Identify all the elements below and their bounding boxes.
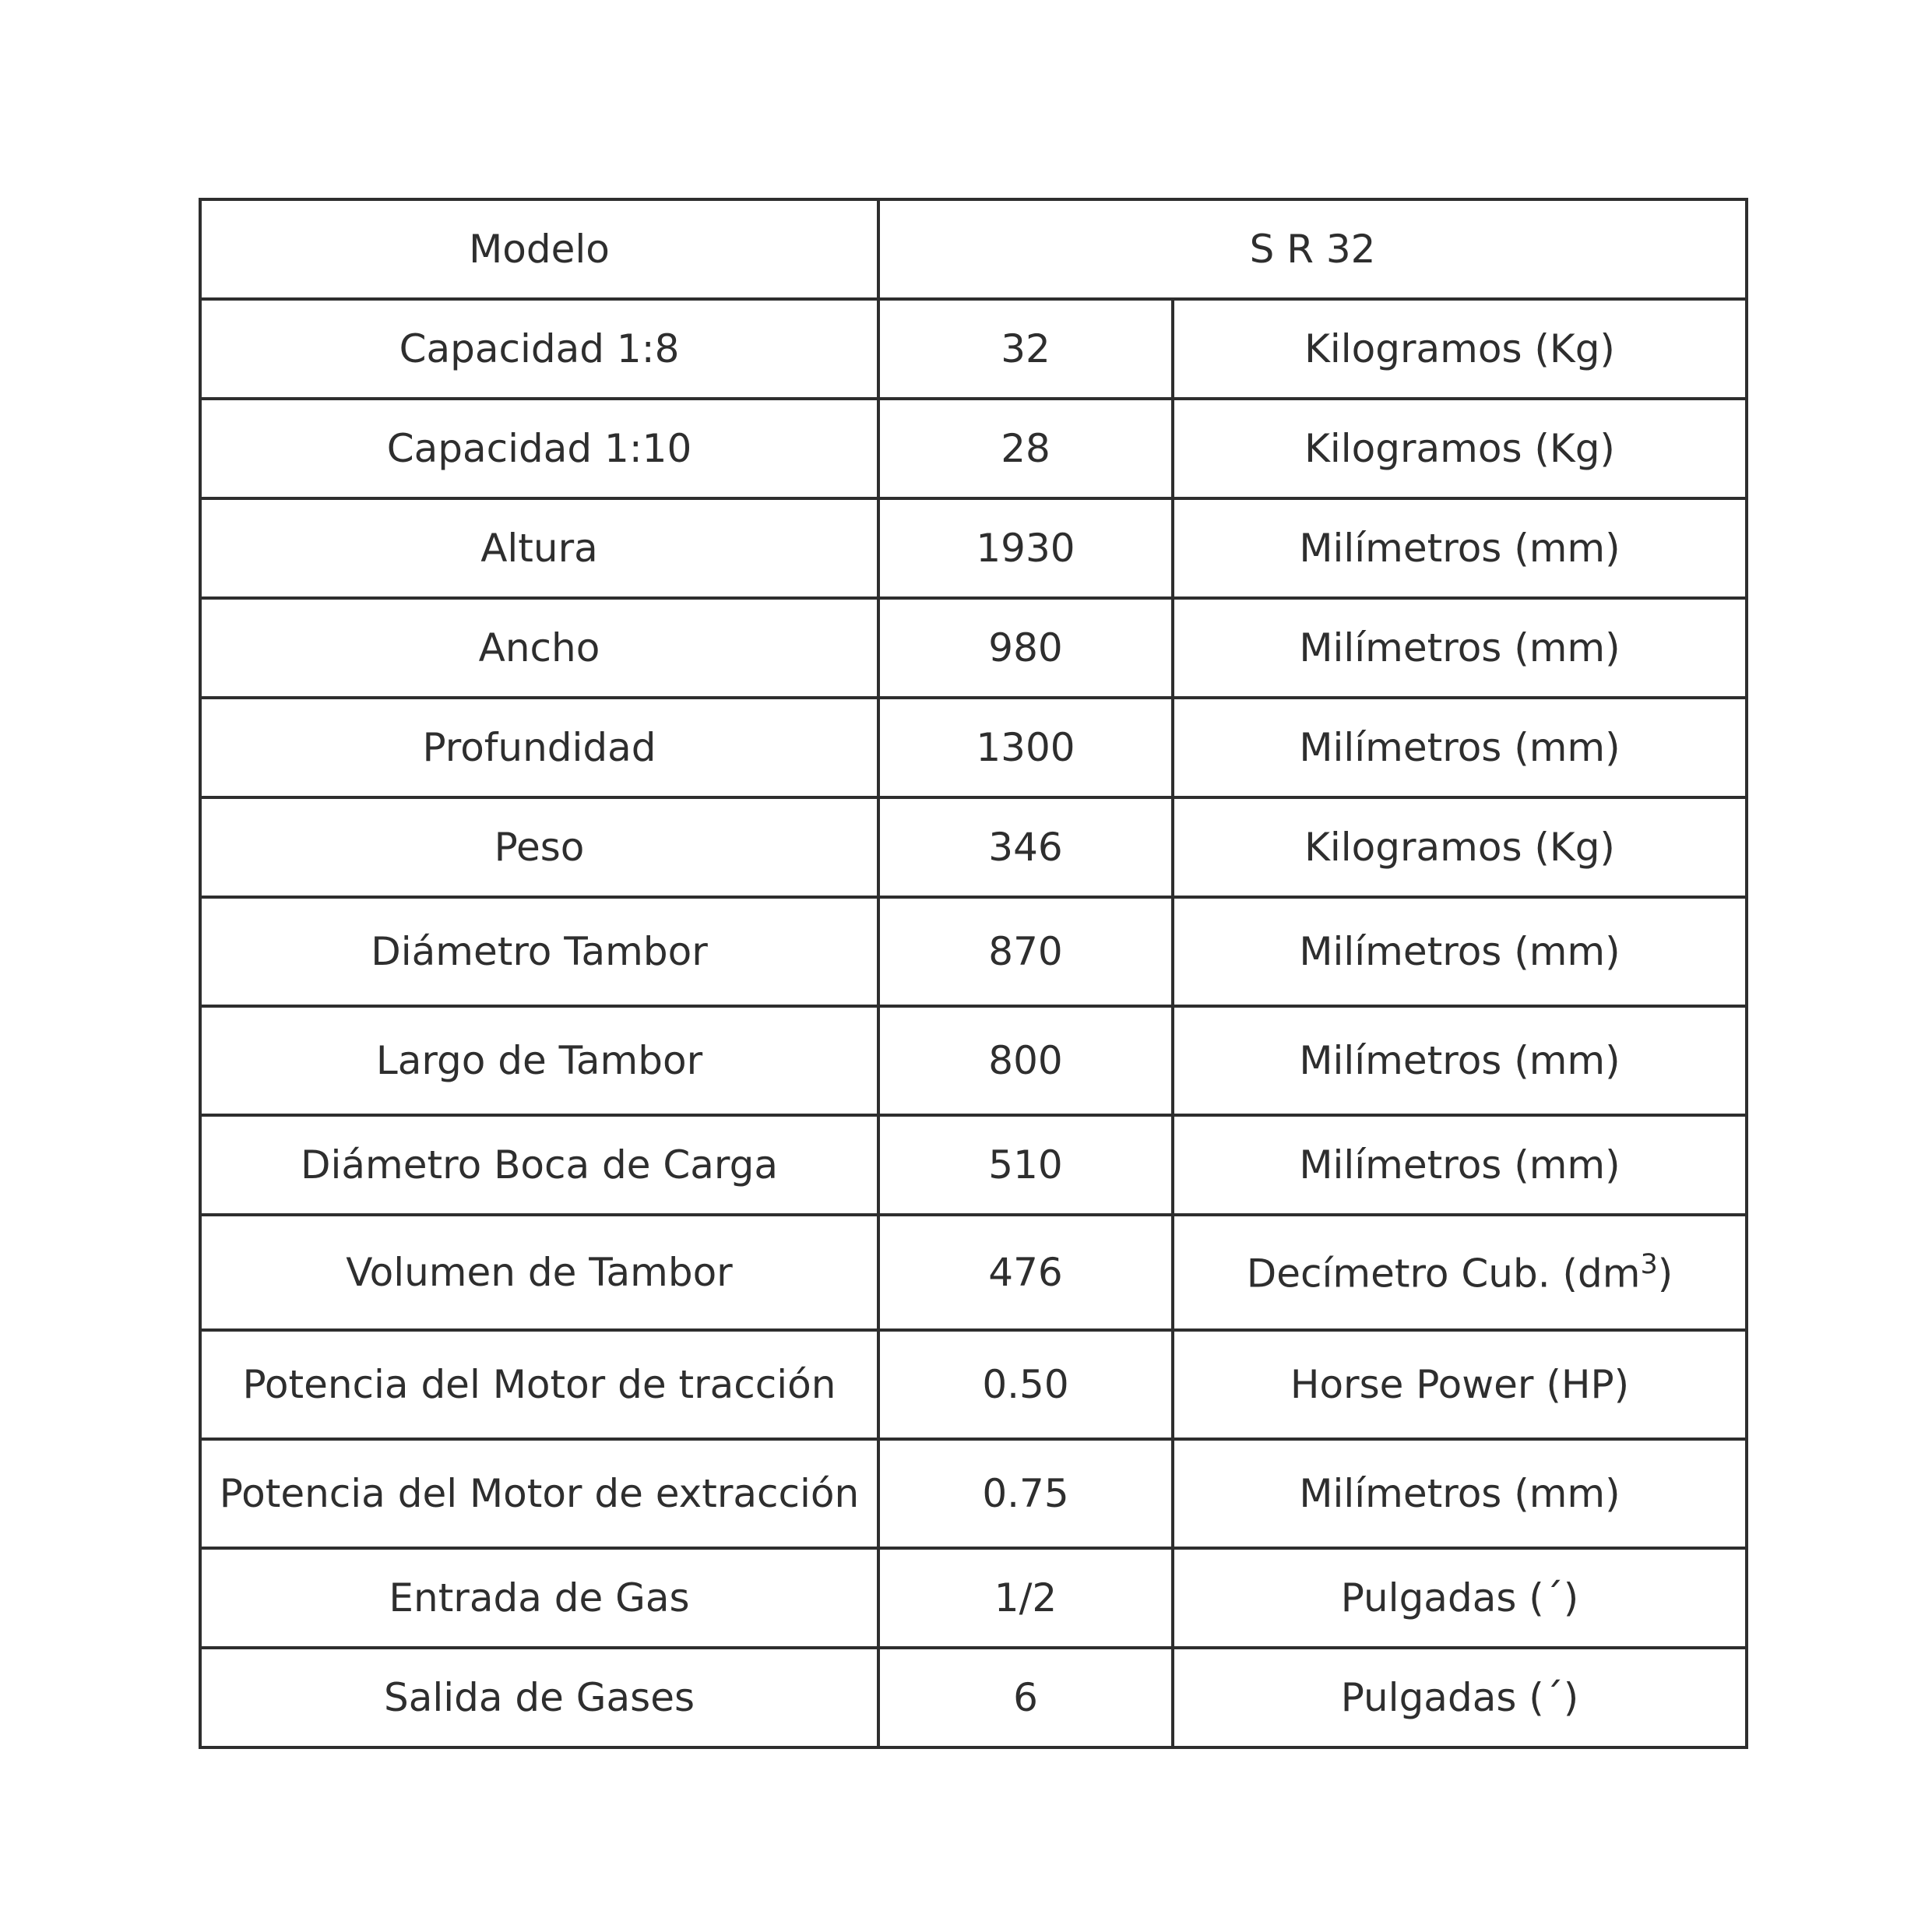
unit-suffix: ) [1657, 1251, 1673, 1297]
row-value: 6 [878, 1648, 1173, 1747]
table-row [200, 897, 1747, 1006]
row-label: Profundidad [200, 698, 878, 797]
row-label: Peso [200, 797, 878, 897]
row-value: 346 [878, 797, 1173, 897]
table-row [200, 698, 1747, 797]
row-value: 870 [878, 897, 1173, 1006]
model-name-cell: S R 32 [878, 199, 1747, 299]
row-label: Altura [200, 498, 878, 598]
row-value: 28 [878, 399, 1173, 498]
row-unit: Kilogramos (Kg) [1173, 299, 1747, 399]
row-value: 1930 [878, 498, 1173, 598]
row-label: Salida de Gases [200, 1648, 878, 1747]
row-value: 510 [878, 1115, 1173, 1215]
row-label: Diámetro Boca de Carga [200, 1115, 878, 1215]
row-value: 800 [878, 1006, 1173, 1115]
row-value: 476 [878, 1215, 1173, 1330]
row-unit: Milímetros (mm) [1173, 698, 1747, 797]
table-row [200, 498, 1747, 598]
table-row [200, 1439, 1747, 1548]
row-label: Capacidad 1:10 [200, 399, 878, 498]
row-unit [1173, 1215, 1747, 1330]
table-row [200, 1330, 1747, 1439]
table-row [200, 399, 1747, 498]
row-unit: Milímetros (mm) [1173, 1115, 1747, 1215]
unit-superscript: 3 [1640, 1248, 1658, 1280]
row-label: Capacidad 1:8 [200, 299, 878, 399]
row-unit: Kilogramos (Kg) [1173, 797, 1747, 897]
unit-prefix: Decímetro Cub. (dm [1246, 1251, 1641, 1297]
table-row [200, 1115, 1747, 1215]
header-label-cell: Modelo [200, 199, 878, 299]
row-unit: Kilogramos (Kg) [1173, 399, 1747, 498]
row-value: 32 [878, 299, 1173, 399]
row-label: Potencia del Motor de tracción [200, 1330, 878, 1439]
row-unit: Milímetros (mm) [1173, 1006, 1747, 1115]
table-row [200, 1648, 1747, 1747]
row-label: Largo de Tambor [200, 1006, 878, 1115]
row-label: Volumen de Tambor [200, 1215, 878, 1330]
row-unit: Milímetros (mm) [1173, 897, 1747, 1006]
row-unit: Milímetros (mm) [1173, 498, 1747, 598]
row-label: Ancho [200, 598, 878, 698]
table-header-row [200, 199, 1747, 299]
row-value: 1/2 [878, 1548, 1173, 1648]
row-label: Diámetro Tambor [200, 897, 878, 1006]
table-row [200, 1006, 1747, 1115]
table-row [200, 598, 1747, 698]
row-value: 1300 [878, 698, 1173, 797]
row-label: Potencia del Motor de extracción [200, 1439, 878, 1548]
specifications-table [199, 198, 1748, 1749]
row-value: 980 [878, 598, 1173, 698]
row-value: 0.50 [878, 1330, 1173, 1439]
table-row [200, 1215, 1747, 1330]
row-value: 0.75 [878, 1439, 1173, 1548]
table-row [200, 797, 1747, 897]
row-unit: Milímetros (mm) [1173, 598, 1747, 698]
row-unit: Pulgadas (´) [1173, 1648, 1747, 1747]
table-row [200, 1548, 1747, 1648]
row-unit: Horse Power (HP) [1173, 1330, 1747, 1439]
table-row [200, 299, 1747, 399]
row-label: Entrada de Gas [200, 1548, 878, 1648]
row-unit: Pulgadas (´) [1173, 1548, 1747, 1648]
row-unit: Milímetros (mm) [1173, 1439, 1747, 1548]
